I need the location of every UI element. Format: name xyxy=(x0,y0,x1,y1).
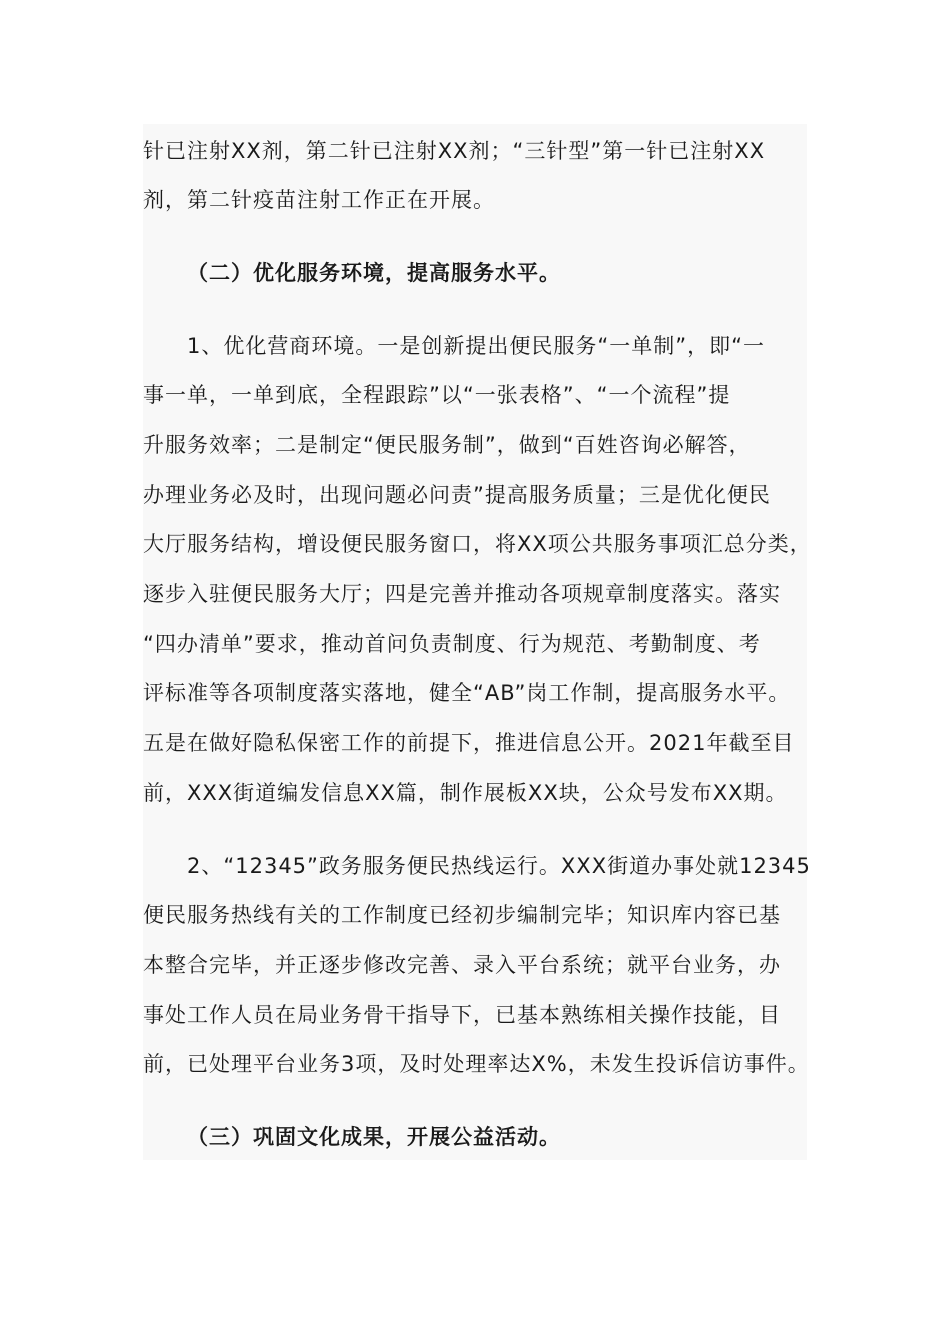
section-heading-3: （三）巩固文化成果，开展公益活动。 xyxy=(187,1125,561,1149)
body-text-line: 逐步入驻便民服务大厅；四是完善并推动各项规章制度落实。落实 xyxy=(143,582,781,606)
body-text-line: 前，已处理平台业务3项，及时处理率达X%，未发生投诉信访事件。 xyxy=(143,1052,810,1076)
body-text-line: “四办清单”要求，推动首问负责制度、行为规范、考勤制度、考 xyxy=(143,632,761,656)
body-text-line: 事处工作人员在局业务骨干指导下，已基本熟练相关操作技能，目 xyxy=(143,1003,781,1027)
body-text-line: 五是在做好隐私保密工作的前提下，推进信息公开。2021年截至目 xyxy=(143,731,795,755)
body-text-line: 升服务效率；二是制定“便民服务制”，做到“百姓咨询必解答， xyxy=(143,433,751,457)
body-text-line: 办理业务必及时，出现问题必问责”提高服务质量；三是优化便民 xyxy=(143,483,771,507)
body-text-line: 剂，第二针疫苗注射工作正在开展。 xyxy=(143,188,495,212)
body-text-line: 事一单，一单到底，全程跟踪”以“一张表格”、“一个流程”提 xyxy=(143,383,731,407)
paragraph-first-line: 1、优化营商环境。一是创新提出便民服务“一单制”，即“一 xyxy=(187,334,765,358)
paragraph-first-line: 2、“12345”政务服务便民热线运行。XXX街道办事处就12345 xyxy=(187,854,811,878)
body-text-line: 便民服务热线有关的工作制度已经初步编制完毕；知识库内容已基 xyxy=(143,903,781,927)
body-text-line: 针已注射XX剂，第二针已注射XX剂；“三针型”第一针已注射XX xyxy=(143,139,766,163)
body-text-line: 评标准等各项制度落实落地，健全“AB”岗工作制，提高服务水平。 xyxy=(143,681,791,705)
section-heading-2: （二）优化服务环境，提高服务水平。 xyxy=(187,261,561,285)
body-text-line: 本整合完毕，并正逐步修改完善、录入平台系统；就平台业务，办 xyxy=(143,953,781,977)
body-text-line: 大厅服务结构，增设便民服务窗口，将XX项公共服务事项汇总分类， xyxy=(143,532,812,556)
body-text-line: 前，XXX街道编发信息XX篇，制作展板XX块，公众号发布XX期。 xyxy=(143,781,788,805)
